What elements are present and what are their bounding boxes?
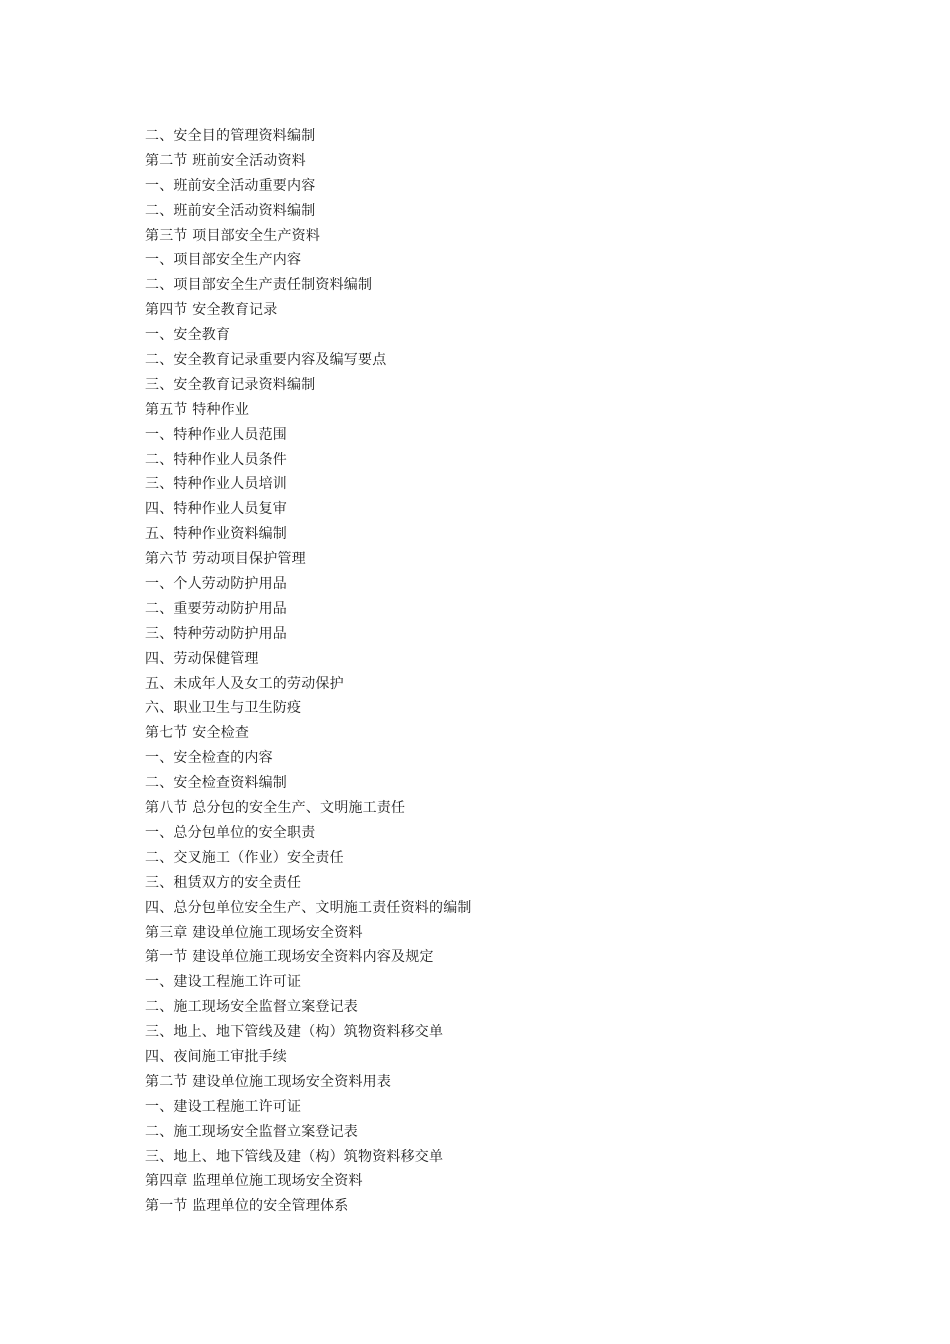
toc-line: 二、班前安全活动资料编制 [145,202,316,219]
toc-line: 一、建设工程施工许可证 [145,974,302,991]
toc-line: 四、特种作业人员复审 [145,501,287,518]
toc-line: 一、班前安全活动重要内容 [145,177,316,194]
toc-line: 第四章 监理单位施工现场安全资料 [145,1173,363,1190]
toc-line: 三、地上、地下管线及建（构）筑物资料移交单 [145,1024,444,1041]
toc-line: 二、重要劳动防护用品 [145,600,287,617]
toc-line: 六、职业卫生与卫生防疫 [145,700,302,717]
toc-line: 二、安全教育记录重要内容及编写要点 [145,352,387,369]
toc-line: 第八节 总分包的安全生产、文明施工责任 [145,800,406,817]
toc-line: 五、未成年人及女工的劳动保护 [145,675,344,692]
toc-line: 一、安全教育 [145,327,231,344]
toc-line: 二、施工现场安全监督立案登记表 [145,999,358,1016]
toc-line: 第四节 安全教育记录 [145,302,278,319]
toc-line: 一、特种作业人员范围 [145,426,287,443]
toc-line: 三、安全教育记录资料编制 [145,376,316,393]
toc-line: 二、特种作业人员条件 [145,451,287,468]
toc-line: 三、租赁双方的安全责任 [145,874,302,891]
toc-line: 第三节 项目部安全生产资料 [145,227,321,244]
toc-line: 一、总分包单位的安全职责 [145,824,316,841]
toc-line: 第三章 建设单位施工现场安全资料 [145,924,363,941]
toc-line: 第六节 劳动项目保护管理 [145,551,306,568]
toc-line: 第二节 建设单位施工现场安全资料用表 [145,1073,392,1090]
toc-line: 第一节 建设单位施工现场安全资料内容及规定 [145,949,434,966]
toc-line: 四、劳动保健管理 [145,650,259,667]
toc-line: 一、项目部安全生产内容 [145,252,302,269]
toc-line: 二、安全检查资料编制 [145,775,287,792]
toc-line: 二、施工现场安全监督立案登记表 [145,1123,358,1140]
toc-line: 一、建设工程施工许可证 [145,1098,302,1115]
toc-line: 三、地上、地下管线及建（构）筑物资料移交单 [145,1148,444,1165]
toc-line: 四、总分包单位安全生产、文明施工责任资料的编制 [145,899,472,916]
table-of-contents [145,124,472,1219]
toc-line: 二、安全目的管理资料编制 [145,128,316,144]
toc-line: 五、特种作业资料编制 [145,526,287,543]
toc-line: 第五节 特种作业 [145,401,250,418]
toc-line: 二、交叉施工（作业）安全责任 [145,849,344,866]
toc-line: 四、夜间施工审批手续 [145,1048,287,1065]
toc-line: 第二节 班前安全活动资料 [145,152,306,169]
toc-line: 三、特种劳动防护用品 [145,625,287,642]
toc-line: 二、项目部安全生产责任制资料编制 [145,277,373,294]
toc-line: 三、特种作业人员培训 [145,476,287,493]
toc-line: 第七节 安全检查 [145,725,250,742]
toc-line: 一、个人劳动防护用品 [145,576,287,593]
toc-line: 一、安全检查的内容 [145,750,273,767]
toc-line: 第一节 监理单位的安全管理体系 [145,1198,349,1215]
